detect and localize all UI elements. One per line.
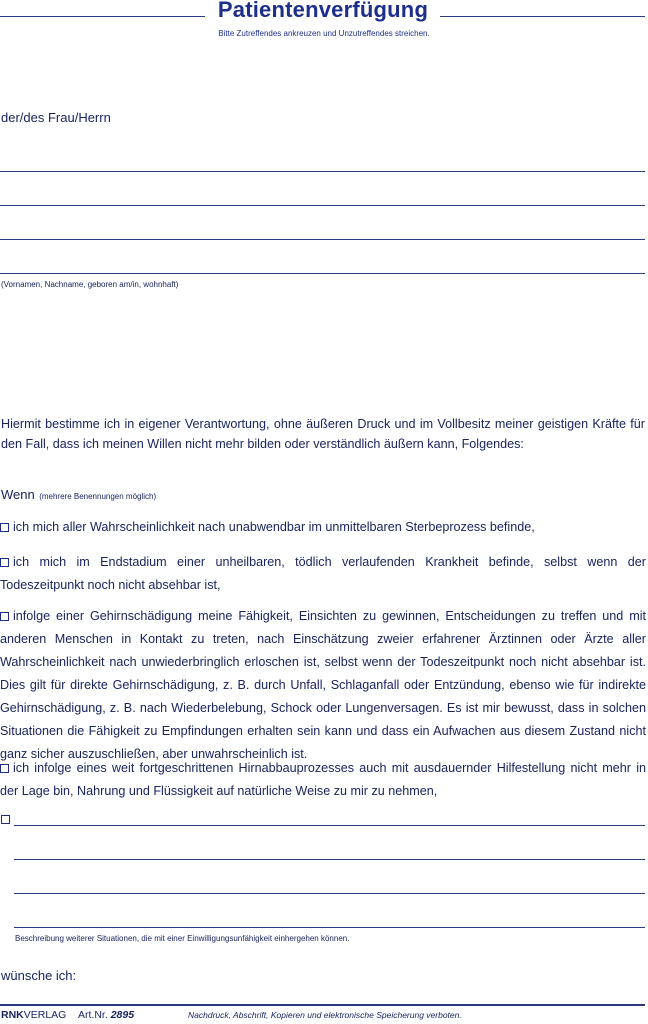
header-rule-right xyxy=(440,16,645,17)
person-field-line-4[interactable] xyxy=(0,273,645,274)
wish-label: wünsche ich: xyxy=(1,968,77,983)
footer-article-label: Art.Nr. xyxy=(78,1009,108,1021)
person-label: der/des Frau/Herrn xyxy=(1,110,111,125)
other-field-line-2[interactable] xyxy=(14,859,645,860)
footer-article-number: 2895 xyxy=(110,1009,135,1021)
conditions-heading-text: Wenn xyxy=(1,487,35,502)
page-title: Patientenverfügung xyxy=(217,0,429,22)
footer-brand-rest: VERLAG xyxy=(23,1009,67,1021)
other-caption: Beschreibung weiterer Situationen, die mit einer Einwilligungsunfähigkeit einhergehen können. xyxy=(15,934,350,943)
footer-notice: Nachdruck, Abschrift, Kopieren und elektronische Speicherung verboten. xyxy=(188,1010,462,1020)
footer-brand xyxy=(1,1009,66,1021)
condition-item-2 xyxy=(0,551,646,597)
condition-item-1 xyxy=(0,516,646,539)
page-subtitle: Bitte Zutreffendes ankreuzen und Unzutreffendes streichen. xyxy=(218,29,430,38)
person-field-line-2[interactable] xyxy=(0,205,645,206)
condition-item-4 xyxy=(0,757,646,803)
condition-3-checkbox[interactable] xyxy=(0,612,9,621)
condition-1-text: ich mich aller Wahrscheinlichkeit nach unabwendbar im unmittelbaren Sterbeprozess befinde, xyxy=(13,520,535,534)
footer-rule xyxy=(0,1004,645,1006)
conditions-heading-note: (mehrere Benennungen möglich) xyxy=(39,492,157,501)
condition-5-checkbox[interactable] xyxy=(1,815,10,824)
person-caption: (Vornamen, Nachname, geboren am/in, wohnhaft) xyxy=(1,280,179,289)
footer-article xyxy=(78,1009,134,1021)
condition-2-text: ich mich im Endstadium einer unheilbaren, tödlich verlaufenden Krankheit befinde, selbst wenn der Todeszeitpunkt noch nicht absehbar ist, xyxy=(0,555,646,592)
other-field-line-4[interactable] xyxy=(14,927,645,928)
person-field-line-1[interactable] xyxy=(0,171,645,172)
footer-brand-bold: RNK xyxy=(1,1009,24,1021)
intro-paragraph: Hiermit bestimme ich in eigener Verantwortung, ohne äußeren Druck und im Vollbesitz meiner geistigen Kräfte für den Fall, dass ich meinen Willen nicht mehr bilden oder verständlich äußern kann, Folgendes: xyxy=(1,417,645,451)
condition-2-checkbox[interactable] xyxy=(0,558,9,567)
header-rule-left xyxy=(0,16,205,17)
person-field-line-3[interactable] xyxy=(0,239,645,240)
condition-item-3 xyxy=(0,605,646,766)
conditions-heading xyxy=(1,486,156,504)
condition-4-checkbox[interactable] xyxy=(0,764,9,773)
condition-4-text: ich infolge eines weit fortgeschrittenen Hirnabbauprozesses auch mit ausdauernder Hilfestellung nicht mehr in der Lage bin, Nahrung und Flüssigkeit auf natürliche Weise zu mir zu nehmen, xyxy=(0,761,646,798)
other-field-line-3[interactable] xyxy=(14,893,645,894)
condition-1-checkbox[interactable] xyxy=(0,523,9,532)
condition-3-text: infolge einer Gehirnschädigung meine Fähigkeit, Einsichten zu gewinnen, Entscheidungen zu treffen und mit anderen Menschen in Kontakt zu treten, nach Einschätzung zweier erfahrener Ärztinnen oder Ärzte aller Wahrscheinlichkeit nach unwiederbringlich erloschen ist, selbst wenn der Todeszeitpunkt noch nicht absehbar ist. Dies gilt für direkte Gehirnschädigung, z. B. durch Unfall, Schlaganfall oder Entzündung, ebenso wie für indirekte Gehirnschädigung, z. B. nach Wiederbelebung, Schock oder Lungenversagen. Es ist mir bewusst, dass in solchen Situationen die Fähigkeit zu Empfindungen erhalten sein kann und dass ein Aufwachen aus diesem Zustand nicht ganz sicher auszuschließen, aber unwahrscheinlich ist. xyxy=(0,609,646,761)
other-field-line-1[interactable] xyxy=(14,825,645,826)
